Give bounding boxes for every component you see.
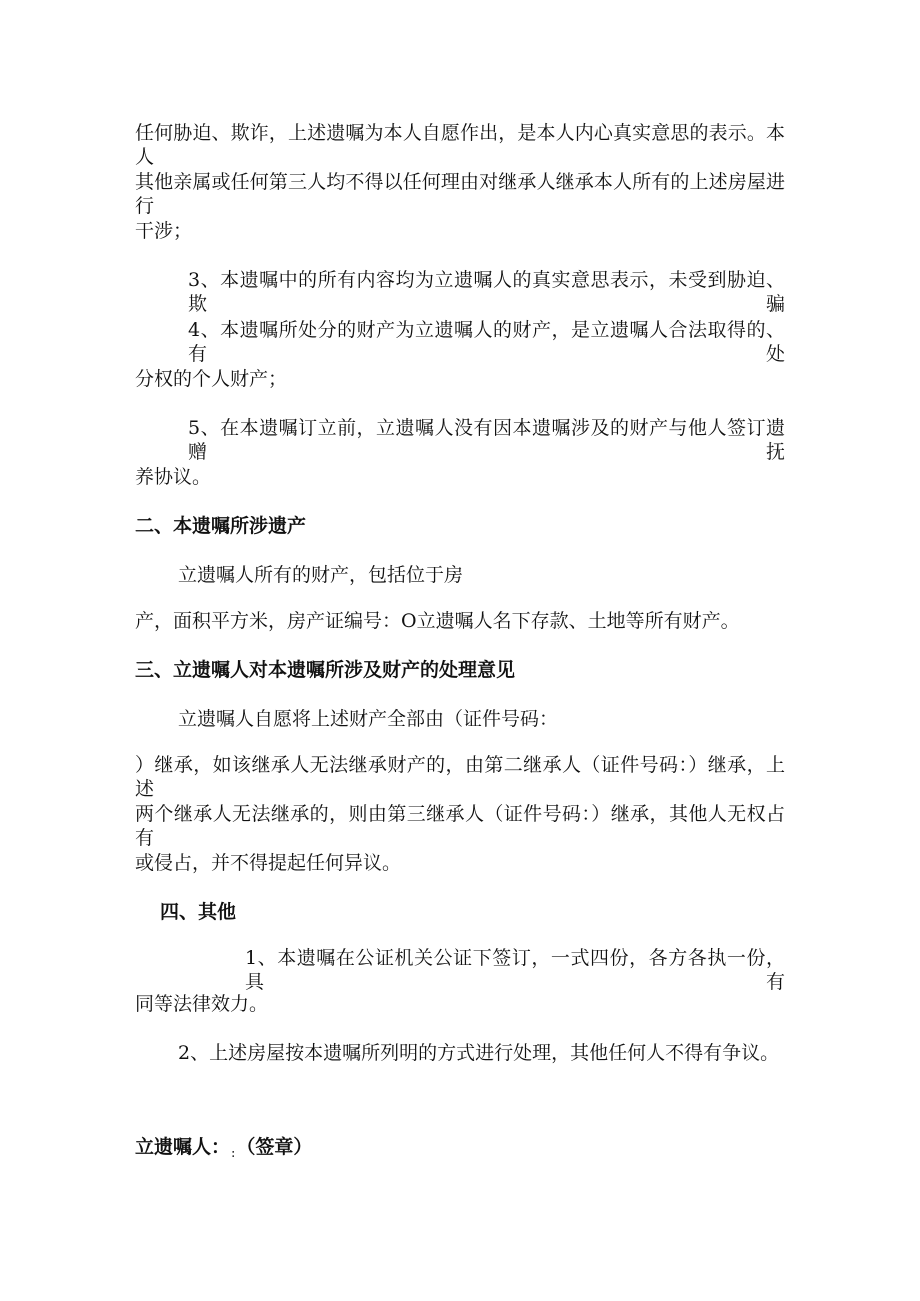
- signature-line: [135, 1135, 312, 1166]
- section-heading-4: 四、其他: [160, 901, 237, 923]
- body-line: 分权的个人财产；: [135, 368, 288, 390]
- body-line: 两个继承人无法继承的，则由第三继承人（证件号码：）继承，其他人无权占有: [135, 803, 785, 849]
- body-line: 或侵占，并不得提起任何异议。: [135, 852, 402, 874]
- body-line: 产，面积平方米，房产证编号：O立遗嘱人名下存款、土地等所有财产。: [135, 610, 740, 632]
- body-line: 任何胁迫、欺诈，上述遗嘱为本人自愿作出，是本人内心真实意思的表示。本人: [135, 122, 785, 168]
- signature-suffix: （签章）: [236, 1136, 313, 1158]
- clause-other-2: 2、上述房屋按本遗嘱所列明的方式进行处理，其他任何人不得有争议。: [178, 1042, 780, 1064]
- clause-other-1: 1、本遗嘱在公证机关公证下签订，一式四份，各方各执一份，具有: [245, 947, 785, 993]
- body-line: 其他亲属或任何第三人均不得以任何理由对继承人继承本人所有的上述房屋进行: [135, 171, 785, 217]
- signature-colon: :: [231, 1146, 236, 1161]
- clause-4: 4、本遗嘱所处分的财产为立遗嘱人的财产，是立遗嘱人合法取得的、有处: [188, 319, 785, 365]
- signature-label: 立遗嘱人：: [135, 1136, 231, 1158]
- body-line: ）继承，如该继承人无法继承财产的，由第二继承人（证件号码：）继承，上述: [135, 754, 785, 800]
- body-line: 干涉；: [135, 220, 193, 242]
- clause-5: 5、在本遗嘱订立前，立遗嘱人没有因本遗嘱涉及的财产与他人签订遗赠抚: [188, 417, 785, 463]
- body-line: 立遗嘱人所有的财产，包括位于房: [178, 564, 464, 586]
- body-line: 立遗嘱人自愿将上述财产全部由（证件号码：: [178, 708, 559, 730]
- clause-3: 3、本遗嘱中的所有内容均为立遗嘱人的真实意思表示，未受到胁迫、欺骗: [188, 269, 785, 315]
- section-heading-2: 二、本遗嘱所涉遗产: [135, 515, 307, 537]
- body-line: 养协议。: [135, 466, 212, 488]
- body-line: 同等法律效力。: [135, 993, 269, 1015]
- section-heading-3: 三、立遗嘱人对本遗嘱所涉及财产的处理意见: [135, 659, 516, 681]
